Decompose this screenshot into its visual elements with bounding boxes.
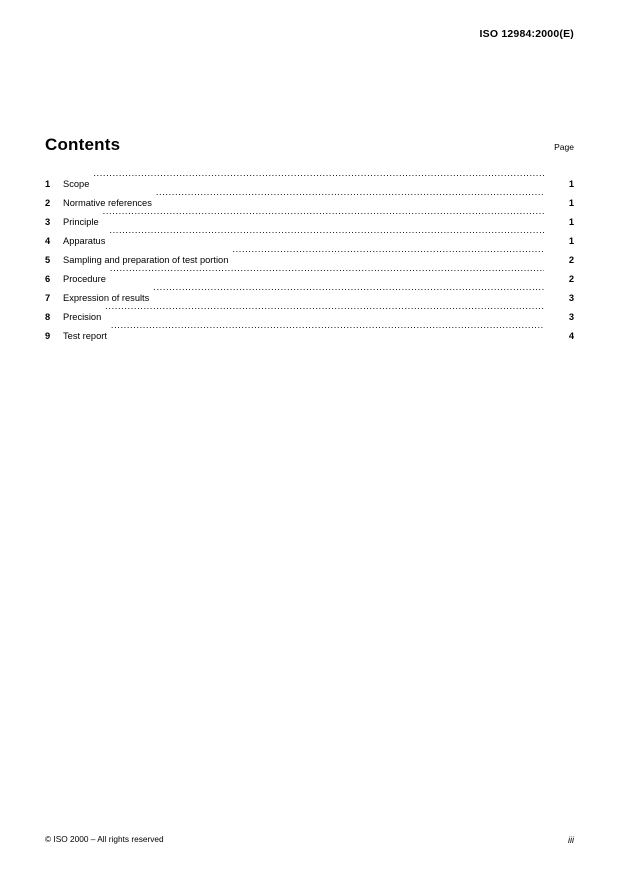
- toc-leader-dots: [110, 263, 544, 282]
- toc-entry-number: 9: [45, 331, 51, 341]
- toc-leader-dots: [156, 187, 544, 206]
- toc-entry-label: Precision: [63, 312, 102, 322]
- toc-entry[interactable]: [45, 244, 574, 263]
- toc-leader-dots: [105, 301, 544, 320]
- toc-entry-page: 1: [568, 198, 574, 208]
- toc-entry[interactable]: [45, 206, 574, 225]
- standard-reference-header: ISO 12984:2000(E): [479, 28, 574, 40]
- toc-leader-dots: [111, 320, 544, 339]
- toc-entry-label: Procedure: [63, 274, 106, 284]
- page-column-label: Page: [554, 142, 574, 152]
- toc-entry[interactable]: [45, 301, 574, 320]
- toc-entry-label: Principle: [63, 217, 99, 227]
- toc-entry-number: 5: [45, 255, 51, 265]
- toc-entry[interactable]: [45, 320, 574, 339]
- toc-entry-label: Expression of results: [63, 293, 150, 303]
- toc-entry-page: 1: [568, 217, 574, 227]
- toc-entry-page: 2: [568, 255, 574, 265]
- toc-entry-number: 1: [45, 179, 51, 189]
- toc-entry[interactable]: [45, 225, 574, 244]
- toc-entry-label: Apparatus: [63, 236, 106, 246]
- toc-entry-page: 4: [568, 331, 574, 341]
- toc-entry-page: 1: [568, 179, 574, 189]
- toc-entry-label: Scope: [63, 179, 90, 189]
- toc-leader-dots: [93, 168, 544, 187]
- toc-leader-dots: [232, 244, 544, 263]
- toc-entry-page: 2: [568, 274, 574, 284]
- toc-entry[interactable]: [45, 263, 574, 282]
- footer-copyright: © ISO 2000 – All rights reserved: [45, 834, 164, 844]
- footer-page-number: iii: [568, 835, 574, 845]
- toc-entry-number: 3: [45, 217, 51, 227]
- toc-entry-label: Sampling and preparation of test portion: [63, 255, 229, 265]
- table-of-contents: [45, 168, 574, 339]
- toc-leader-dots: [153, 282, 544, 301]
- toc-entry[interactable]: [45, 168, 574, 187]
- toc-entry-number: 4: [45, 236, 51, 246]
- toc-entry[interactable]: [45, 187, 574, 206]
- toc-entry-number: 8: [45, 312, 51, 322]
- toc-entry-label: Test report: [63, 331, 107, 341]
- toc-entry-page: 1: [568, 236, 574, 246]
- toc-entry-page: 3: [568, 293, 574, 303]
- toc-entry-label: Normative references: [63, 198, 152, 208]
- toc-entry-page: 3: [568, 312, 574, 322]
- toc-entry-number: 7: [45, 293, 51, 303]
- toc-leader-dots: [109, 225, 544, 244]
- toc-entry-number: 6: [45, 274, 51, 284]
- toc-leader-dots: [103, 206, 544, 225]
- page-title: Contents: [45, 135, 121, 154]
- toc-entry[interactable]: [45, 282, 574, 301]
- toc-entry-number: 2: [45, 198, 51, 208]
